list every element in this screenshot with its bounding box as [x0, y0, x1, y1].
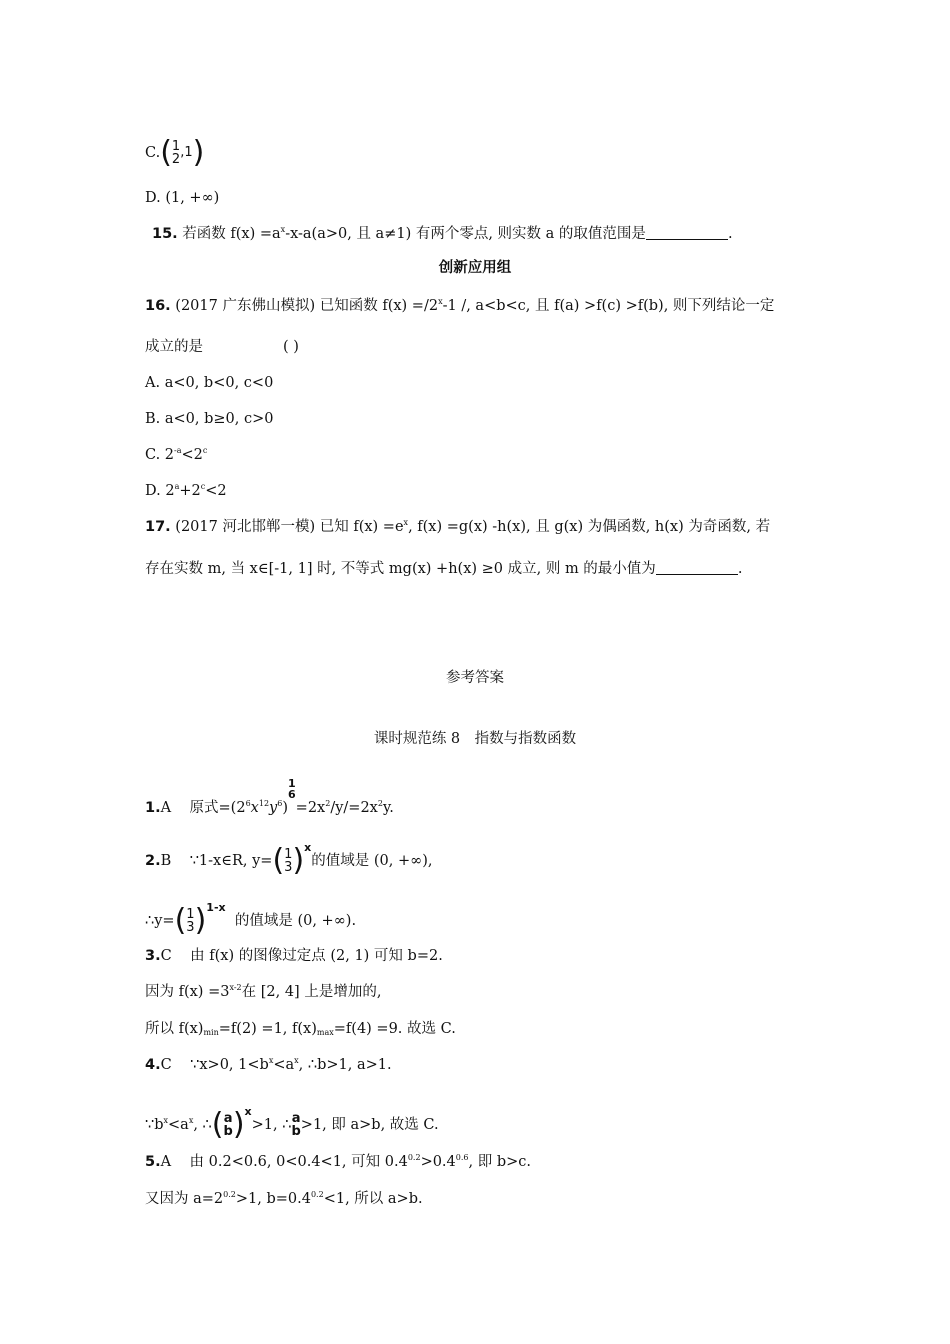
question-16-line2: 成立的是 ( ) [145, 339, 299, 355]
q16-option-b: B. a<0, b≥0, c>0 [145, 411, 274, 427]
q16-option-a: A. a<0, b<0, c<0 [145, 375, 274, 391]
outer-exponent: 1 6 [288, 777, 296, 801]
answer-3-line2: 因为 $f(x) =3^{x-2}$在 [2, 4] 上是增加的, [145, 983, 382, 1000]
answer-3-line3: 所以 $f(x)_{min}=f(2) =1$, $f(x)_{max}=f(4) =9$. 故选 C. [145, 1021, 456, 1037]
section-title: 创新应用组 [438, 260, 512, 276]
answers-title: 参考答案 [446, 670, 504, 686]
answer-3: 3.C 由 f(x) 的图像过定点 (2, 1) 可知 b=2. [145, 948, 443, 964]
question-17: 17. (2017 河北邯郸一模) 已知 $f(x) =e^x$, f(x) =g(x) -h(x), 且 g(x) 为偶函数, h(x) 为奇函数, 若 [145, 518, 771, 535]
answer-4: 4.C ∵x>0, $1<b^x<a^x$, ∴b>1, a>1. [145, 1056, 392, 1073]
answer-1: 1.A 原式$=(2^6x^{12}y^6)$ 1 6 $=2x^2/y/=2x^2y$. [145, 777, 394, 816]
answer-blank[interactable] [646, 225, 728, 240]
q16-option-c: C. $2^{-a}<2^c$ [145, 446, 208, 463]
answer-2: 2.B ∵1-x∈R, y=( 1 3 )$^x$的值域是 (0, +∞), [145, 841, 433, 878]
option-d-top: D. (1, +∞) [145, 190, 220, 206]
answer-5-line2: 又因为 $a=2^{0.2}>1$, $b=0.4^{0.2}<1$, 所以 a>b. [145, 1190, 423, 1207]
answer-paren[interactable]: ( ) [283, 339, 299, 355]
fraction: 1 2 [171, 139, 181, 167]
answer-2-line2: ∴y=( 1 3 )$^{1-x}$ 的值域是 (0, +∞). [145, 901, 357, 938]
q16-option-d: D. $2^a+2^c<2$ [145, 482, 227, 499]
question-17-line2: 存在实数 m, 当 x∈[-1, 1] 时, 不等式 mg(x) +h(x) ≥0 成立, 则 m 的最小值为 . [145, 561, 743, 577]
option-c-top: C.( 1 2 ,1) [145, 135, 205, 170]
question-16: 16. (2017 广东佛山模拟) 已知函数 $f(x) =/2^x-1$ /, a<b<c, 且 f(a) >f(c) >f(b), 则下列结论一定 [145, 297, 775, 314]
answer-blank[interactable] [656, 560, 738, 575]
answer-4-line2: $\because b^x<a^x$, ∴( a b )$^x$>1, ∴ a b >1, 即 a>b, 故选 C. [145, 1105, 439, 1142]
question-15: 15. 若函数 $f(x) =a^x-x-a(a>0$, 且 a≠1) 有两个零点, 则实数 a 的取值范围是 . [152, 225, 733, 242]
lesson-title: 课时规范练 8 指数与指数函数 [373, 731, 577, 747]
answer-5: 5.A 由 0.2<0.6, 0<0.4<1, 可知 $0.4^{0.2}>0.4^{0.6}$, 即 b>c. [145, 1153, 532, 1170]
